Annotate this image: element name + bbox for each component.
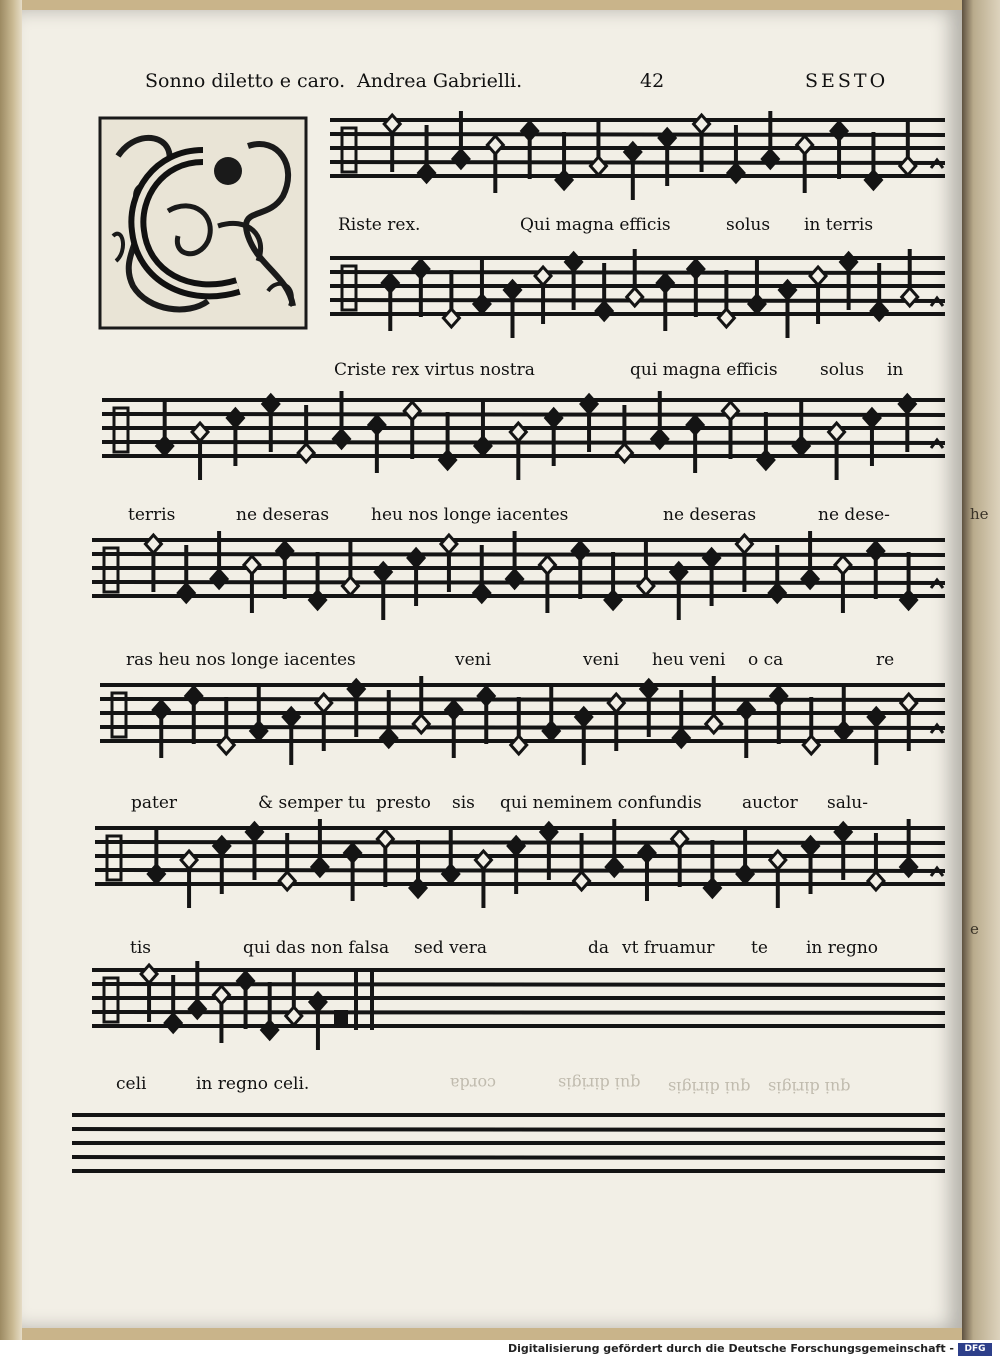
- note-head: [900, 157, 916, 175]
- note-head: [736, 535, 752, 553]
- note-head: [413, 715, 429, 733]
- note-head: [286, 1007, 302, 1025]
- note-head: [605, 591, 621, 609]
- lyric-text: Riste rex.: [338, 215, 421, 235]
- note-head: [671, 563, 687, 581]
- note-head: [145, 535, 161, 553]
- note-head: [738, 701, 754, 719]
- note-head: [688, 260, 704, 278]
- note-head: [475, 851, 491, 869]
- note-head: [841, 253, 857, 271]
- note-head: [474, 295, 490, 313]
- note-head: [213, 986, 229, 1004]
- staff-line: [102, 442, 945, 443]
- lyric-text: heu veni: [652, 650, 726, 670]
- note-head: [522, 122, 538, 140]
- note-head: [178, 584, 194, 602]
- note-head: [186, 687, 202, 705]
- lyric-text: salu-: [827, 793, 868, 813]
- note-head: [507, 570, 523, 588]
- lyric-text: vt fruamur: [622, 938, 715, 958]
- note-head: [639, 844, 655, 862]
- note-head: [771, 687, 787, 705]
- dfg-logo: DFG: [958, 1343, 992, 1356]
- note-head: [334, 430, 350, 448]
- lyric-text: pater: [131, 793, 178, 813]
- note-head: [298, 444, 314, 462]
- note-head: [279, 872, 295, 890]
- lyric-text: ne deseras: [663, 505, 757, 525]
- note-head: [238, 972, 254, 990]
- note-head: [574, 872, 590, 890]
- note-head: [192, 423, 208, 441]
- note-head: [616, 444, 632, 462]
- note-head: [539, 556, 555, 574]
- lyric-text: Qui magna efficis: [520, 215, 671, 235]
- note-head: [762, 150, 778, 168]
- note-head: [227, 409, 243, 427]
- staff-line: [72, 1129, 945, 1130]
- piece-title: Sonno diletto e caro.: [145, 70, 346, 92]
- note-head: [810, 267, 826, 285]
- note-head: [718, 309, 734, 327]
- lyric-text: in regno: [806, 938, 879, 958]
- note-head: [737, 865, 753, 883]
- note-head: [478, 687, 494, 705]
- note-head: [901, 858, 917, 876]
- note-head: [541, 823, 557, 841]
- lyric-text: te: [751, 938, 768, 958]
- note-head: [211, 570, 227, 588]
- digitization-credit-bar: [0, 1340, 1000, 1360]
- lyric-text: in regno celi.: [196, 1074, 310, 1094]
- note-head: [868, 872, 884, 890]
- note-head: [511, 736, 527, 754]
- note-head: [153, 701, 169, 719]
- lyric-text: solus: [820, 360, 865, 380]
- lyric-text: heu nos longe iacentes: [371, 505, 569, 525]
- note-head: [214, 837, 230, 855]
- lyric-text: terris: [128, 505, 176, 525]
- note-head: [590, 157, 606, 175]
- facing-page-fragment: e: [970, 920, 979, 938]
- note-head: [310, 591, 326, 609]
- note-head: [410, 879, 426, 897]
- note-head: [419, 164, 435, 182]
- staff-line: [330, 162, 945, 163]
- note-head: [871, 302, 887, 320]
- note-head: [608, 694, 624, 712]
- note-head: [408, 549, 424, 567]
- note-head: [901, 591, 917, 609]
- note-head: [244, 556, 260, 574]
- note-head: [687, 416, 703, 434]
- note-head: [157, 437, 173, 455]
- note-head: [829, 423, 845, 441]
- note-head: [345, 844, 361, 862]
- note-head: [404, 402, 420, 420]
- digitization-credit: Digitalisierung gefördert durch die Deutsche Forschungsgemeinschaft -: [507, 1342, 954, 1355]
- note-head: [546, 409, 562, 427]
- note-head: [899, 395, 915, 413]
- note-head: [769, 584, 785, 602]
- bleed-through-text: qui dirigis: [668, 1078, 751, 1097]
- note-head: [770, 851, 786, 869]
- note-head: [641, 680, 657, 698]
- note-head: [316, 694, 332, 712]
- page-number: 42: [640, 70, 665, 92]
- note-head: [802, 570, 818, 588]
- note-head: [510, 423, 526, 441]
- part-name: SESTO: [805, 70, 889, 92]
- note-head: [780, 281, 796, 299]
- note-head: [576, 708, 592, 726]
- final-long-note: [334, 1010, 348, 1024]
- note-head: [723, 402, 739, 420]
- note-head: [312, 858, 328, 876]
- note-head: [189, 1000, 205, 1018]
- note-head: [543, 722, 559, 740]
- note-head: [868, 708, 884, 726]
- lyric-text: Criste rex virtus nostra: [334, 360, 535, 380]
- note-head: [835, 556, 851, 574]
- note-head: [704, 879, 720, 897]
- note-head: [453, 150, 469, 168]
- note-head: [310, 993, 326, 1011]
- lyric-text: solus: [726, 215, 771, 235]
- facing-page-fragment: he: [970, 505, 989, 523]
- note-head: [728, 164, 744, 182]
- lyric-text: sis: [452, 793, 475, 813]
- note-head: [251, 722, 267, 740]
- note-head: [864, 409, 880, 427]
- note-head: [901, 694, 917, 712]
- note-head: [657, 274, 673, 292]
- note-head: [803, 837, 819, 855]
- note-head: [535, 267, 551, 285]
- note-head: [793, 437, 809, 455]
- note-head: [566, 253, 582, 271]
- lyric-text: da: [588, 938, 610, 958]
- note-head: [375, 563, 391, 581]
- note-head: [572, 542, 588, 560]
- note-head: [797, 136, 813, 154]
- note-head: [868, 542, 884, 560]
- note-head: [342, 577, 358, 595]
- lyric-text: tis: [130, 938, 151, 958]
- note-head: [606, 858, 622, 876]
- lyric-text: in: [887, 360, 904, 380]
- lyric-text: veni: [455, 650, 492, 670]
- note-head: [384, 115, 400, 133]
- composer-name: Andrea Gabrielli.: [357, 70, 523, 92]
- lyric-text: celi: [116, 1074, 147, 1094]
- staff-line: [330, 134, 945, 135]
- note-head: [627, 288, 643, 306]
- bleed-through-text: qui dirigis: [768, 1078, 851, 1097]
- note-head: [596, 302, 612, 320]
- note-head: [556, 171, 572, 189]
- note-head: [652, 430, 668, 448]
- note-head: [246, 823, 262, 841]
- note-head: [835, 823, 851, 841]
- lyric-text: o ca: [748, 650, 784, 670]
- staff-line: [72, 1157, 945, 1158]
- note-head: [181, 851, 197, 869]
- staff-line: [92, 984, 945, 985]
- note-head: [218, 736, 234, 754]
- note-head: [283, 708, 299, 726]
- note-head: [165, 1014, 181, 1032]
- note-head: [446, 701, 462, 719]
- note-head: [865, 171, 881, 189]
- note-head: [443, 309, 459, 327]
- lyric-text: sed vera: [414, 938, 487, 958]
- note-head: [262, 1021, 278, 1039]
- note-head: [263, 395, 279, 413]
- note-head: [141, 965, 157, 983]
- lyric-text: in terris: [804, 215, 874, 235]
- bleed-through-text: corda: [450, 1074, 497, 1093]
- note-head: [369, 416, 385, 434]
- note-head: [277, 542, 293, 560]
- note-head: [382, 274, 398, 292]
- lyric-text: re: [876, 650, 895, 670]
- lyric-text: veni: [583, 650, 620, 670]
- lyric-text: ne deseras: [236, 505, 330, 525]
- note-head: [377, 830, 393, 848]
- lyric-text: ne dese-: [818, 505, 890, 525]
- note-head: [704, 549, 720, 567]
- note-head: [803, 736, 819, 754]
- note-head: [440, 451, 456, 469]
- note-head: [673, 729, 689, 747]
- note-head: [659, 129, 675, 147]
- note-head: [148, 865, 164, 883]
- lyric-text: & semper tu: [258, 793, 366, 813]
- lyric-text: qui magna efficis: [630, 360, 778, 380]
- note-head: [694, 115, 710, 133]
- lyric-text: qui neminem confundis: [500, 793, 702, 813]
- note-head: [836, 722, 852, 740]
- lyric-text: auctor: [742, 793, 798, 813]
- note-head: [508, 837, 524, 855]
- bleed-through-text: qui dirigis: [558, 1074, 641, 1093]
- note-head: [348, 680, 364, 698]
- note-head: [625, 143, 641, 161]
- note-head: [413, 260, 429, 278]
- note-head: [672, 830, 688, 848]
- note-head: [749, 295, 765, 313]
- note-head: [758, 451, 774, 469]
- note-head: [474, 584, 490, 602]
- note-head: [505, 281, 521, 299]
- note-head: [441, 535, 457, 553]
- lyric-text: ras heu nos longe iacentes: [126, 650, 356, 670]
- note-head: [638, 577, 654, 595]
- note-head: [706, 715, 722, 733]
- note-head: [381, 729, 397, 747]
- note-head: [443, 865, 459, 883]
- lyric-text: presto: [376, 793, 431, 813]
- note-head: [831, 122, 847, 140]
- note-head: [902, 288, 918, 306]
- lyric-text: qui das non falsa: [243, 938, 390, 958]
- note-head: [487, 136, 503, 154]
- note-head: [581, 395, 597, 413]
- note-head: [475, 437, 491, 455]
